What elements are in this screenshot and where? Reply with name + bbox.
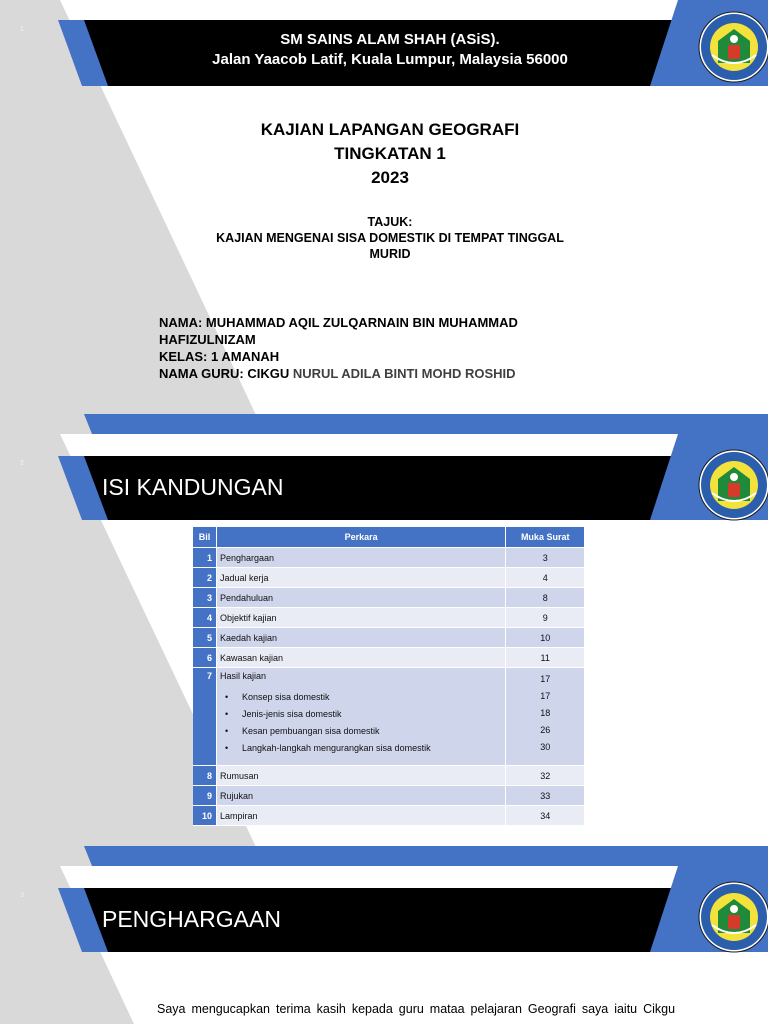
subtopic-list — [220, 689, 502, 757]
acknowledgement-text: Saya mengucapkan terima kasih kepada guru mataa pelajaran Geografi saya iaitu Cikgu — [157, 1002, 676, 1016]
table-row — [193, 568, 585, 588]
row-perkara: Rumusan — [216, 766, 505, 786]
row-perkara: Objektif kajian — [216, 608, 505, 628]
row-perkara: Jadual kerja — [216, 568, 505, 588]
school-crest-logo — [698, 11, 768, 83]
row-bil: 3 — [193, 588, 216, 608]
row-bil: 8 — [193, 766, 216, 786]
title-line-3: 2023 — [371, 168, 409, 187]
student-class: KELAS: 1 AMANAH — [159, 349, 280, 364]
slide-number: 2 — [20, 460, 24, 467]
row-perkara-main: Hasil kajian — [219, 671, 266, 681]
school-crest-logo — [698, 881, 768, 953]
row-muka: 10 — [506, 628, 585, 648]
header-perkara: Perkara — [216, 527, 505, 548]
table-row — [193, 588, 585, 608]
slide-1 — [0, 0, 768, 434]
topic-label: TAJUK: — [367, 215, 413, 229]
header-bil: Bil — [193, 527, 216, 548]
row-perkara: Pendahuluan — [216, 588, 505, 608]
row-perkara: Kaedah kajian — [216, 628, 505, 648]
topic-line-1: KAJIAN MENGENAI SISA DOMESTIK DI TEMPAT TINGGAL — [216, 231, 564, 245]
row-perkara: Lampiran — [216, 806, 505, 826]
student-name-line2: HAFIZULNIZAM — [159, 332, 256, 347]
row-bil: 6 — [193, 648, 216, 668]
slide-number: 1 — [20, 26, 24, 33]
row-bil: 10 — [193, 806, 216, 826]
row-muka: 3 — [506, 548, 585, 568]
school-crest-logo — [698, 449, 768, 521]
row-muka: 33 — [506, 786, 585, 806]
row-perkara: Penghargaan — [216, 548, 505, 568]
row-muka: 4 — [506, 568, 585, 588]
table-row — [193, 548, 585, 568]
student-name-line1: NAMA: MUHAMMAD AQIL ZULQARNAIN BIN MUHAMMAD — [159, 315, 518, 330]
page-number: 30 — [540, 742, 551, 752]
slide-number: 3 — [20, 892, 24, 899]
teacher-name: NURUL ADILA BINTI MOHD ROSHID — [292, 366, 516, 381]
table-of-contents — [193, 527, 585, 826]
table-row — [193, 628, 585, 648]
table-row — [193, 786, 585, 806]
teacher-name-row — [159, 365, 629, 382]
bottom-accent-bar — [0, 846, 768, 866]
header-muka-surat: Muka Surat — [506, 527, 585, 548]
table-header-row — [193, 527, 585, 548]
page-number: 17 — [540, 691, 551, 701]
table-row — [193, 648, 585, 668]
slide-3 — [0, 866, 768, 1024]
row-bil: 1 — [193, 548, 216, 568]
topic-line-2: MURID — [369, 247, 411, 261]
student-info — [159, 314, 629, 382]
school-name-line1: SM SAINS ALAM SHAH (ASiS). — [280, 31, 500, 48]
row-muka: 8 — [506, 588, 585, 608]
page-number: 17 — [540, 674, 551, 684]
table-row — [193, 806, 585, 826]
row-bil: 4 — [193, 608, 216, 628]
title-line-2: TINGKATAN 1 — [334, 144, 446, 163]
row-perkara: Rujukan — [216, 786, 505, 806]
row-muka: 11 — [506, 648, 585, 668]
slide-2 — [0, 434, 768, 866]
title-line-1: KAJIAN LAPANGAN GEOGRAFI — [260, 120, 520, 139]
table-row — [193, 608, 585, 628]
row-muka — [506, 668, 585, 766]
page-number: 26 — [540, 725, 551, 735]
row-bil: 2 — [193, 568, 216, 588]
teacher-label: NAMA GURU: CIKGU — [159, 366, 293, 381]
list-item: • Jenis-jenis sisa domestik — [220, 706, 502, 723]
table-row — [193, 766, 585, 786]
list-item: • Konsep sisa domestik — [220, 689, 502, 706]
slide-heading: ISI KANDUNGAN — [102, 474, 284, 500]
topic-block — [160, 214, 620, 262]
slide-heading: PENGHARGAAN — [102, 906, 281, 932]
row-muka: 9 — [506, 608, 585, 628]
list-item: • Kesan pembuangan sisa domestik — [220, 723, 502, 740]
row-bil: 5 — [193, 628, 216, 648]
row-bil: 7 — [193, 668, 216, 766]
row-perkara: Kawasan kajian — [216, 648, 505, 668]
school-address: Jalan Yaacob Latif, Kuala Lumpur, Malaysia 56000 — [212, 51, 568, 68]
bottom-accent-bar — [0, 414, 768, 434]
list-item: • Langkah-langkah mengurangkan sisa domestik — [220, 740, 502, 757]
row-perkara — [216, 668, 505, 766]
row-bil: 9 — [193, 786, 216, 806]
row-muka: 32 — [506, 766, 585, 786]
page-number: 18 — [540, 708, 551, 718]
report-title — [100, 118, 680, 190]
table-row — [193, 668, 585, 766]
row-muka: 34 — [506, 806, 585, 826]
